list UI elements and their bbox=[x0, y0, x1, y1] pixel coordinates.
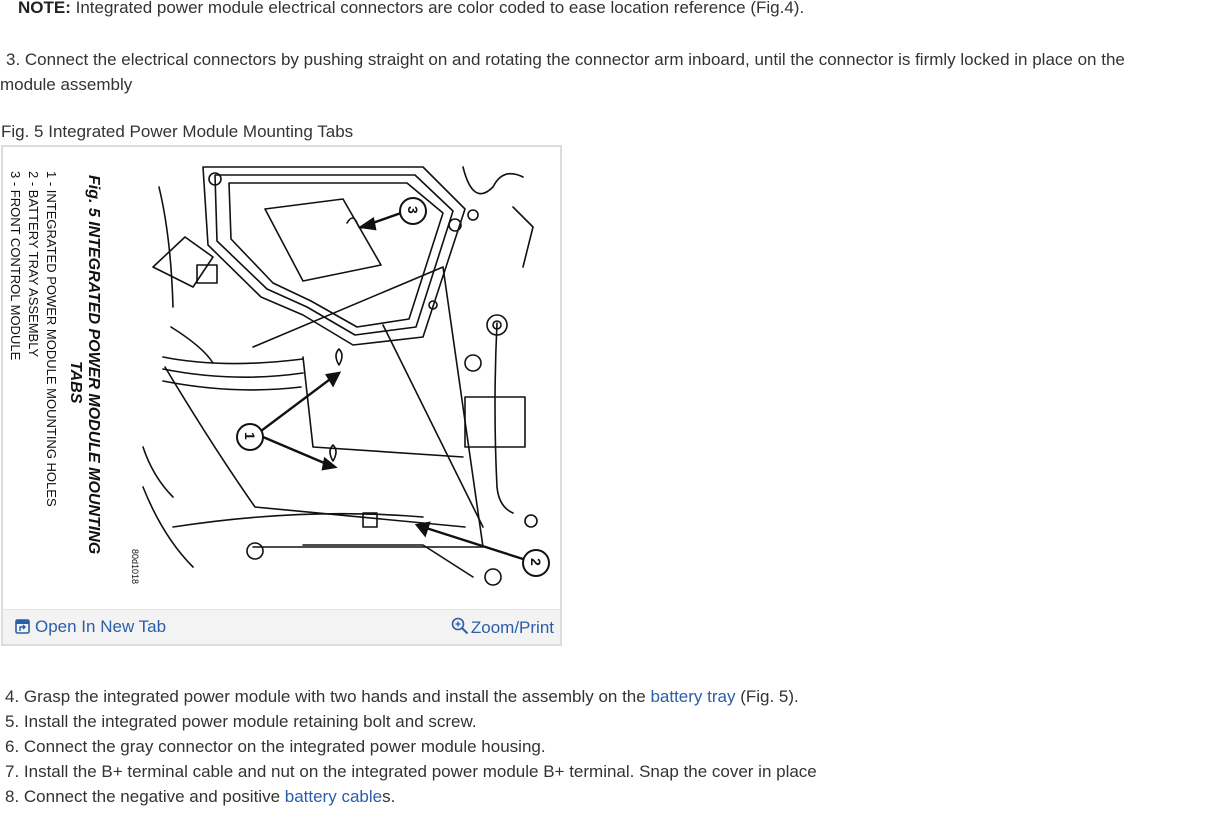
figure-toolbar bbox=[3, 609, 560, 644]
figure-caption: Fig. 5 Integrated Power Module Mounting Tabs bbox=[1, 122, 354, 141]
battery-cable-link[interactable]: battery cable bbox=[284, 787, 383, 806]
step-6-text: 6. Connect the gray connector on the integrated power module housing. bbox=[5, 737, 546, 756]
note-paragraph bbox=[18, 0, 804, 18]
figure-code: 80d1018 bbox=[130, 549, 140, 585]
step-3-paragraph bbox=[0, 47, 1200, 97]
step-7 bbox=[5, 759, 817, 784]
step-4-text-end: (Fig. 5). bbox=[735, 687, 799, 706]
step-8-text-end: s. bbox=[382, 787, 396, 806]
zoom-print-label: Zoom/Print bbox=[470, 618, 554, 637]
step-7-text: 7. Install the B+ terminal cable and nut on the integrated power module B+ terminal. Snap the cover in place bbox=[5, 762, 817, 781]
open-in-new-tab-link[interactable] bbox=[15, 617, 166, 637]
note-label: NOTE: bbox=[18, 0, 71, 17]
step-6 bbox=[5, 734, 817, 759]
callout-2 bbox=[523, 550, 549, 576]
callout-1 bbox=[237, 424, 263, 450]
legend-item-1: 1 - INTEGRATED POWER MODULE MOUNTING HOLES bbox=[44, 171, 59, 507]
callout-3-label: 3 bbox=[405, 206, 421, 214]
step-3-line-2: module assembly bbox=[0, 75, 133, 94]
step-8-text: 8. Connect the negative and positive bbox=[5, 787, 285, 806]
new-tab-icon bbox=[15, 619, 30, 634]
figure-box bbox=[1, 145, 562, 646]
callout-3 bbox=[400, 198, 426, 224]
module-housing-drawing bbox=[203, 167, 465, 345]
open-in-new-tab-label: Open In New Tab bbox=[35, 617, 167, 636]
step-4 bbox=[5, 684, 817, 709]
zoom-print-link[interactable] bbox=[451, 617, 554, 638]
step-4-text: 4. Grasp the integrated power module with two hands and install the assembly on the bbox=[5, 687, 651, 706]
step-5 bbox=[5, 709, 817, 734]
callout-2-label: 2 bbox=[528, 558, 544, 566]
step-3-line-1: 3. Connect the electrical connectors by pushing straight on and rotating the connector arm inboard, until the connector is firmly locked in place on the bbox=[6, 50, 1125, 69]
callout-1-label: 1 bbox=[242, 432, 258, 440]
figure-illustration[interactable] bbox=[3, 147, 560, 610]
figure-title-line-2: TABS bbox=[67, 361, 84, 404]
note-text: Integrated power module electrical connectors are color coded to ease location reference (Fig.4). bbox=[70, 0, 805, 17]
legend-item-3: 3 - FRONT CONTROL MODULE bbox=[8, 171, 23, 361]
mounting-hole-lower bbox=[330, 445, 336, 461]
steps-list bbox=[5, 684, 817, 809]
zoom-in-icon bbox=[451, 617, 469, 635]
battery-tray-link[interactable]: battery tray bbox=[650, 687, 736, 706]
legend-item-2: 2 - BATTERY TRAY ASSEMBLY bbox=[26, 171, 41, 358]
mounting-hole-upper bbox=[336, 349, 342, 365]
step-8 bbox=[5, 784, 817, 809]
step-5-text: 5. Install the integrated power module retaining bolt and screw. bbox=[5, 712, 477, 731]
figure-title-line-1: Fig. 5 INTEGRATED POWER MODULE MOUNTING bbox=[85, 175, 102, 555]
